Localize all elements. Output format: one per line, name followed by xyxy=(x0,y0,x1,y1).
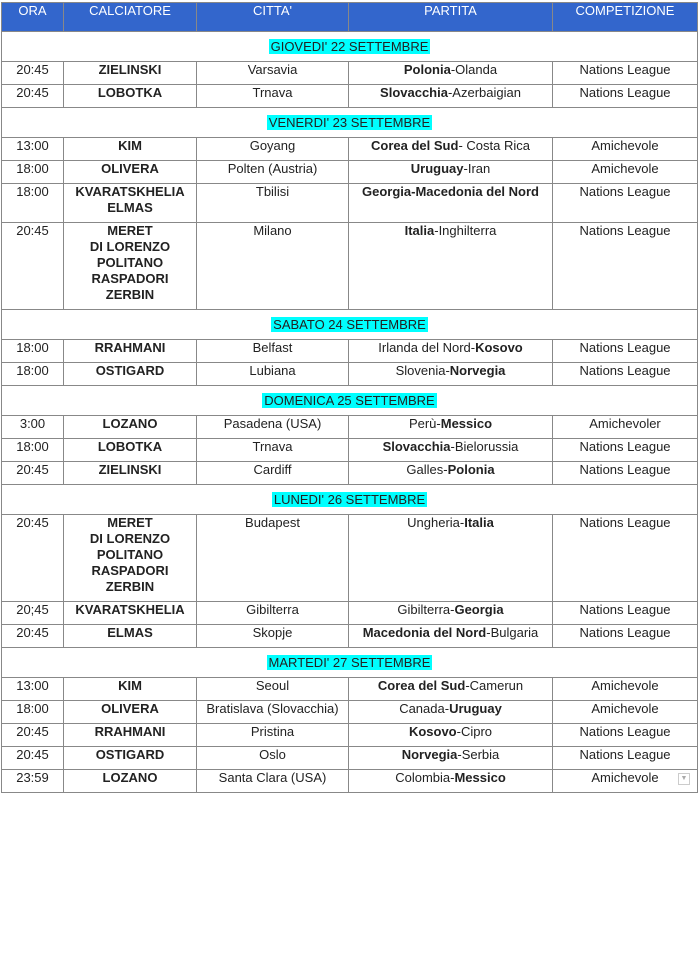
players-cell xyxy=(64,340,197,363)
team-name: -Inghilterra xyxy=(434,223,497,238)
team-name-bold: Norvegia xyxy=(449,363,506,378)
match-cell xyxy=(349,515,553,602)
match-row xyxy=(2,85,698,108)
team-name-bold: Italia xyxy=(404,223,435,238)
players-cell xyxy=(64,678,197,701)
match-row xyxy=(2,223,698,310)
team-name-bold: Kosovo xyxy=(475,340,523,355)
players-cell xyxy=(64,770,197,793)
day-row xyxy=(2,108,698,138)
city-cell: Pasadena (USA) xyxy=(197,416,349,439)
time-cell: 23:59 xyxy=(2,770,64,793)
team-name-bold: Italia xyxy=(464,515,494,530)
city-cell: Tbilisi xyxy=(197,184,349,223)
player-name: RRAHMANI xyxy=(94,724,166,739)
city-cell: Gibilterra xyxy=(197,602,349,625)
player-name: RASPADORI xyxy=(91,563,169,578)
player-name: OLIVERA xyxy=(101,701,159,716)
player-name: KIM xyxy=(118,678,142,693)
competition-cell: Nations League xyxy=(553,184,698,223)
day-row xyxy=(2,386,698,416)
match-cell xyxy=(349,439,553,462)
time-cell: 20:45 xyxy=(2,85,64,108)
team-name-bold: Georgia-Macedonia del Nord xyxy=(362,184,539,199)
players-cell xyxy=(64,138,197,161)
team-name: Colombia- xyxy=(395,770,455,785)
day-cell xyxy=(2,108,698,138)
players-cell xyxy=(64,184,197,223)
schedule-body xyxy=(2,32,698,793)
team-name: - Costa Rica xyxy=(458,138,530,153)
day-label: MARTEDI' 27 SETTEMBRE xyxy=(268,655,431,670)
day-label: DOMENICA 25 SETTEMBRE xyxy=(264,393,435,408)
team-name-bold: Kosovo xyxy=(408,724,457,739)
city-cell: Skopje xyxy=(197,625,349,648)
team-name: -Camerun xyxy=(465,678,524,693)
competition-cell: Amichevole xyxy=(553,678,698,701)
team-name: -Cipro xyxy=(456,724,493,739)
day-cell xyxy=(2,310,698,340)
player-name: LOBOTKA xyxy=(97,85,163,100)
day-label: LUNEDI' 26 SETTEMBRE xyxy=(273,492,426,507)
team-name: Slovenia- xyxy=(395,363,450,378)
city-cell: Cardiff xyxy=(197,462,349,485)
day-row xyxy=(2,648,698,678)
match-cell xyxy=(349,223,553,310)
player-name: ELMAS xyxy=(107,200,153,215)
team-name: Gibilterra- xyxy=(397,602,455,617)
player-name: POLITANO xyxy=(96,547,164,562)
competition-cell: Nations League xyxy=(553,223,698,310)
competition-cell: Nations League xyxy=(553,747,698,770)
player-name: LOBOTKA xyxy=(97,439,163,454)
player-name: KVARATSKHELIA xyxy=(75,602,185,617)
team-name: -Serbia xyxy=(457,747,500,762)
player-name: DI LORENZO xyxy=(89,531,171,546)
match-cell xyxy=(349,62,553,85)
team-name: -Olanda xyxy=(450,62,498,77)
match-row xyxy=(2,416,698,439)
player-name: ZIELINSKI xyxy=(98,462,162,477)
match-row xyxy=(2,602,698,625)
day-row xyxy=(2,310,698,340)
time-cell: 18:00 xyxy=(2,363,64,386)
team-name: -Azerbaigian xyxy=(447,85,521,100)
city-cell: Budapest xyxy=(197,515,349,602)
competition-cell: Amichevole xyxy=(553,161,698,184)
competition-cell: Amichevole xyxy=(553,701,698,724)
match-row xyxy=(2,701,698,724)
match-cell xyxy=(349,770,553,793)
players-cell xyxy=(64,515,197,602)
match-row xyxy=(2,138,698,161)
match-cell xyxy=(349,724,553,747)
day-cell xyxy=(2,386,698,416)
match-cell xyxy=(349,363,553,386)
competition-cell: Amichevole xyxy=(553,770,698,793)
competition-cell: Nations League xyxy=(553,363,698,386)
team-name: Perù- xyxy=(408,416,441,431)
player-name: LOZANO xyxy=(102,770,158,785)
team-name-bold: Georgia xyxy=(454,602,504,617)
day-label: GIOVEDI' 22 SETTEMBRE xyxy=(270,39,429,54)
match-cell xyxy=(349,340,553,363)
time-cell: 18:00 xyxy=(2,340,64,363)
match-row xyxy=(2,462,698,485)
team-name-bold: Slovacchia xyxy=(380,85,448,100)
competition-cell: Nations League xyxy=(553,340,698,363)
header-competizione: COMPETIZIONE xyxy=(553,3,698,32)
city-cell: Seoul xyxy=(197,678,349,701)
player-name: OSTIGARD xyxy=(95,747,165,762)
competition-cell: Nations League xyxy=(553,602,698,625)
city-cell: Trnava xyxy=(197,439,349,462)
time-cell: 18:00 xyxy=(2,161,64,184)
schedule-table xyxy=(1,2,698,793)
match-row xyxy=(2,515,698,602)
match-cell xyxy=(349,161,553,184)
team-name-bold: Corea del Sud xyxy=(377,678,466,693)
players-cell xyxy=(64,625,197,648)
player-name: ELMAS xyxy=(107,625,153,640)
team-name: Galles- xyxy=(406,462,448,477)
team-name-bold: Messico xyxy=(440,416,493,431)
city-cell: Santa Clara (USA) xyxy=(197,770,349,793)
competition-cell: Nations League xyxy=(553,625,698,648)
player-name: DI LORENZO xyxy=(89,239,171,254)
team-name-bold: Polonia xyxy=(447,462,495,477)
match-cell xyxy=(349,701,553,724)
city-cell: Lubiana xyxy=(197,363,349,386)
day-label: SABATO 24 SETTEMBRE xyxy=(273,317,426,332)
competition-cell: Nations League xyxy=(553,515,698,602)
city-cell: Belfast xyxy=(197,340,349,363)
header-partita: PARTITA xyxy=(349,3,553,32)
header-citta: CITTA' xyxy=(197,3,349,32)
players-cell xyxy=(64,223,197,310)
player-name: LOZANO xyxy=(102,416,158,431)
competition-cell: Nations League xyxy=(553,439,698,462)
city-cell: Varsavia xyxy=(197,62,349,85)
match-row xyxy=(2,747,698,770)
player-name: MERET xyxy=(107,223,153,238)
players-cell xyxy=(64,724,197,747)
city-cell: Bratislava (Slovacchia) xyxy=(197,701,349,724)
competition-cell: Amichevoler xyxy=(553,416,698,439)
match-cell xyxy=(349,85,553,108)
match-cell xyxy=(349,747,553,770)
players-cell xyxy=(64,62,197,85)
city-cell: Goyang xyxy=(197,138,349,161)
match-cell xyxy=(349,462,553,485)
team-name: -Bulgaria xyxy=(486,625,539,640)
match-row xyxy=(2,161,698,184)
match-row xyxy=(2,439,698,462)
player-name: ZERBIN xyxy=(105,579,155,594)
match-row xyxy=(2,625,698,648)
team-name-bold: Macedonia del Nord xyxy=(362,625,487,640)
match-cell xyxy=(349,602,553,625)
city-cell: Pristina xyxy=(197,724,349,747)
time-cell: 13:00 xyxy=(2,138,64,161)
team-name-bold: Uruguay xyxy=(410,161,464,176)
players-cell xyxy=(64,85,197,108)
day-cell xyxy=(2,648,698,678)
competition-cell: Nations League xyxy=(553,462,698,485)
players-cell xyxy=(64,416,197,439)
time-cell: 18:00 xyxy=(2,439,64,462)
match-row xyxy=(2,62,698,85)
team-name-bold: Corea del Sud xyxy=(371,138,459,153)
time-cell: 18:00 xyxy=(2,184,64,223)
header-ora: ORA xyxy=(2,3,64,32)
player-name: OLIVERA xyxy=(101,161,159,176)
day-row xyxy=(2,485,698,515)
players-cell xyxy=(64,161,197,184)
competition-cell: Amichevole xyxy=(553,138,698,161)
players-cell xyxy=(64,439,197,462)
time-cell: 20:45 xyxy=(2,462,64,485)
team-name-bold: Polonia xyxy=(403,62,451,77)
players-cell xyxy=(64,747,197,770)
dropdown-arrow-icon[interactable]: ▼ xyxy=(678,773,690,785)
competition-cell: Nations League xyxy=(553,62,698,85)
team-name-bold: Uruguay xyxy=(449,701,502,716)
time-cell: 20:45 xyxy=(2,62,64,85)
match-cell xyxy=(349,138,553,161)
city-cell: Oslo xyxy=(197,747,349,770)
player-name: RRAHMANI xyxy=(94,340,166,355)
players-cell xyxy=(64,602,197,625)
team-name: Irlanda del Nord- xyxy=(378,340,476,355)
time-cell: 13:00 xyxy=(2,678,64,701)
match-cell xyxy=(349,184,553,223)
player-name: POLITANO xyxy=(96,255,164,270)
competition-cell: Nations League xyxy=(553,85,698,108)
team-name-bold: Messico xyxy=(454,770,506,785)
day-cell xyxy=(2,32,698,62)
time-cell: 20:45 xyxy=(2,223,64,310)
players-cell xyxy=(64,462,197,485)
team-name-bold: Norvegia xyxy=(401,747,458,762)
match-cell xyxy=(349,625,553,648)
team-name: -Bielorussia xyxy=(450,439,519,454)
time-cell: 20:45 xyxy=(2,724,64,747)
player-name: MERET xyxy=(107,515,153,530)
city-cell: Milano xyxy=(197,223,349,310)
players-cell xyxy=(64,701,197,724)
team-name: Canada- xyxy=(399,701,450,716)
player-name: KVARATSKHELIA xyxy=(75,184,185,199)
header-row xyxy=(2,3,698,32)
time-cell: 3:00 xyxy=(2,416,64,439)
match-row xyxy=(2,340,698,363)
time-cell: 20:45 xyxy=(2,625,64,648)
player-name: RASPADORI xyxy=(91,271,169,286)
day-row xyxy=(2,32,698,62)
player-name: KIM xyxy=(118,138,142,153)
day-label: VENERDI' 23 SETTEMBRE xyxy=(268,115,431,130)
time-cell: 20;45 xyxy=(2,602,64,625)
team-name: -Iran xyxy=(463,161,491,176)
team-name: Ungheria- xyxy=(407,515,465,530)
time-cell: 20:45 xyxy=(2,515,64,602)
match-cell xyxy=(349,678,553,701)
match-row xyxy=(2,724,698,747)
match-row xyxy=(2,363,698,386)
player-name: ZIELINSKI xyxy=(98,62,162,77)
player-name: ZERBIN xyxy=(105,287,155,302)
day-cell xyxy=(2,485,698,515)
time-cell: 20:45 xyxy=(2,747,64,770)
team-name-bold: Slovacchia xyxy=(382,439,451,454)
time-cell: 18:00 xyxy=(2,701,64,724)
match-row xyxy=(2,678,698,701)
match-row xyxy=(2,770,698,793)
match-cell xyxy=(349,416,553,439)
match-row xyxy=(2,184,698,223)
player-name: OSTIGARD xyxy=(95,363,165,378)
city-cell: Polten (Austria) xyxy=(197,161,349,184)
header-calciatore: CALCIATORE xyxy=(64,3,197,32)
city-cell: Trnava xyxy=(197,85,349,108)
competition-cell: Nations League xyxy=(553,724,698,747)
players-cell xyxy=(64,363,197,386)
